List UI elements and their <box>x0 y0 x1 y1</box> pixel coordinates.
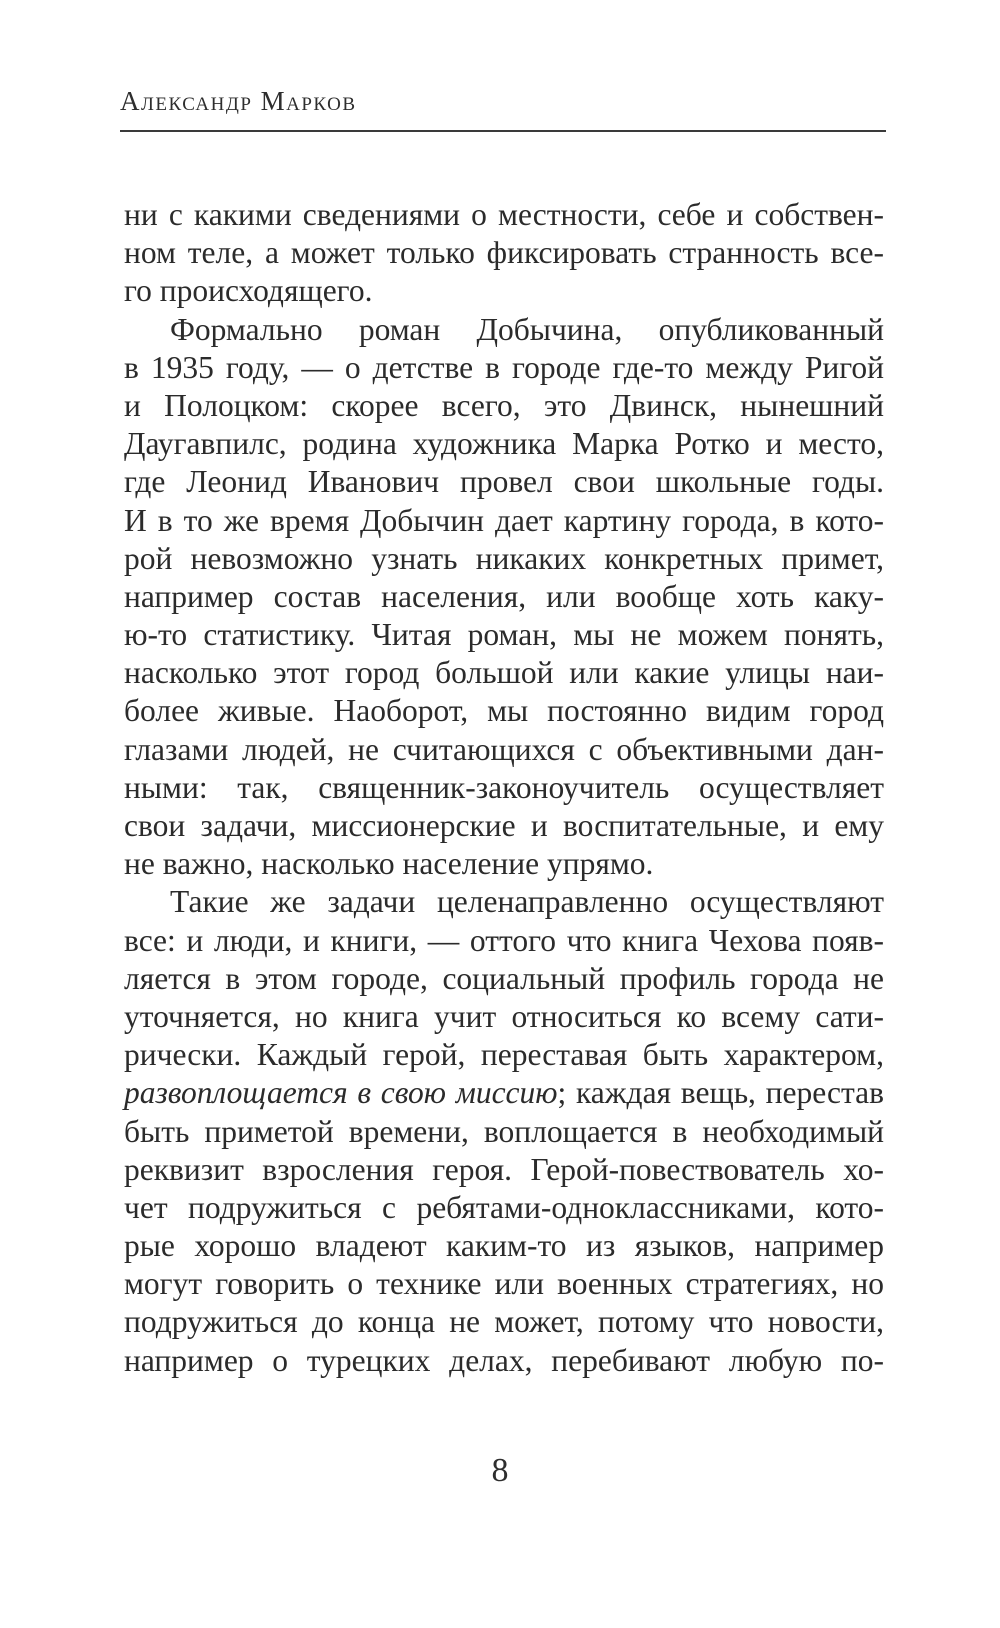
text-line: все: и люди, и книги, — оттого что книга Чехова появ- <box>124 922 884 958</box>
text-line: рически. Каждый герой, переставая быть характером, <box>124 1037 884 1073</box>
text-line: быть приметой времени, воплощается в необходимый <box>124 1113 884 1149</box>
text-line-with-italic <box>124 1074 884 1112</box>
text-line: ном теле, а может только фиксировать странность все- <box>124 235 884 271</box>
text-line: например о турецких делах, перебивают любую по- <box>124 1342 884 1378</box>
text-line: рой невозможно узнать никаких конкретных примет, <box>124 540 884 576</box>
text-line: в 1935 году, — о детстве в городе где-то между Ригой <box>124 349 884 385</box>
text-line: Даугавпилс, родина художника Марка Ротко и место, <box>124 426 884 462</box>
text-line: глазами людей, не считающихся с объективными дан- <box>124 731 884 767</box>
header-rule <box>120 130 886 132</box>
text-line: чет подружиться с ребятами-одноклассниками, кото- <box>124 1189 884 1225</box>
running-title: Александр Марков <box>120 86 357 116</box>
text-line: например состав населения, или вообще хоть каку- <box>124 578 884 614</box>
text-line: где Леонид Иванович провел свои школьные годы. <box>124 464 884 500</box>
text-line: уточняется, но книга учит относиться ко всему сати- <box>124 998 884 1034</box>
text-line: и Полоцком: скорее всего, это Двинск, нынешний <box>124 387 884 423</box>
text-line: могут говорить о технике или военных стратегиях, но <box>124 1266 884 1302</box>
text-line: подружиться до конца не может, потому что новости, <box>124 1304 884 1340</box>
text-line: свои задачи, миссионерские и воспитательные, и ему <box>124 808 884 843</box>
page-number: 8 <box>491 1452 509 1489</box>
text-line: ными: так, священник-законоучитель осуществляет <box>124 769 884 805</box>
text-fragment: ; каждая вещь, перестав <box>557 1075 884 1111</box>
italic-phrase: развоплощается в свою миссию <box>124 1075 558 1111</box>
text-line: ю-то статистику. Читая роман, мы не можем понять, <box>124 617 884 653</box>
text-line: не важно, насколько население упрямо. <box>124 846 654 882</box>
paragraph-start-line: Такие же задачи целенаправленно осуществляют <box>170 884 884 920</box>
text-line: И в то же время Добычин дает картину города, в кото- <box>124 502 884 538</box>
paragraph-start-line: Формально роман Добычина, опубликованный <box>170 311 884 347</box>
text-line: ни с какими сведениями о местности, себе и собствен- <box>124 197 884 232</box>
text-line: более живые. Наоборот, мы постоянно видим город <box>124 693 884 729</box>
body-text <box>124 196 884 1380</box>
text-line: реквизит взросления героя. Герой-повествователь хо- <box>124 1151 884 1187</box>
text-line: го происходящего. <box>124 273 373 309</box>
text-line: рые хорошо владеют каким-то из языков, например <box>124 1228 884 1264</box>
text-line: ляется в этом городе, социальный профиль города не <box>124 960 884 996</box>
text-line: насколько этот город большой или какие улицы наи- <box>124 655 884 691</box>
